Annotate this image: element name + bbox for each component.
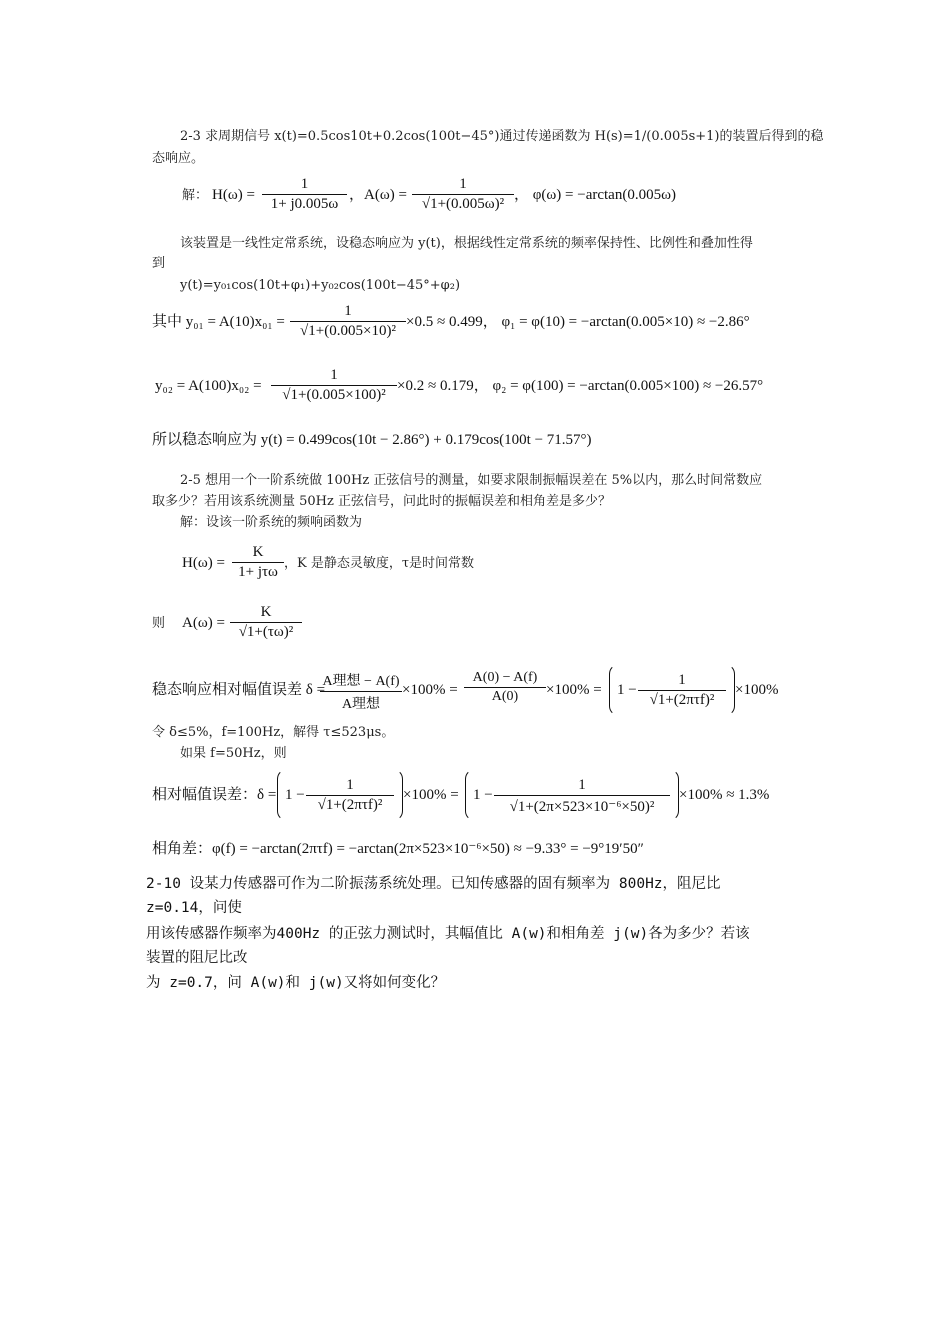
relative-error-fraction-1-denominator: √1+(2πτf)² (317, 797, 383, 813)
then-label: 则 (152, 616, 166, 631)
y01-rhs: ×0.5 ≈ 0.499， φ₁ = φ(10) = −arctan(0.005×10) ≈ −2.86° (406, 314, 750, 330)
if-50hz-text: 如果 f=50Hz，则 (180, 746, 287, 761)
problem-2-10-line3: 用该传感器作频率为400Hz 的正弦力测试时，其幅值比 A(w)和相角差 j(w)各为多少？若该 (146, 926, 750, 942)
a-omega-k-fraction (230, 604, 302, 641)
relative-error-fraction-2-numerator: 1 (494, 777, 670, 796)
h-omega-k-fraction (232, 544, 284, 581)
separator: ， (349, 187, 365, 203)
a-omega-numerator: 1 (412, 176, 514, 195)
amplitude-error-fraction-1-numerator: A理想 − A(f) (320, 670, 402, 692)
a-omega-denominator: √1+(0.005ω)² (421, 196, 505, 212)
relative-error-fraction-1 (306, 777, 394, 814)
a-omega-k-denominator: √1+(τω)² (238, 624, 294, 640)
y01-denominator: √1+(0.005×10)² (300, 323, 396, 339)
amplitude-error-fraction-1 (320, 670, 402, 713)
relative-error-fraction-1-numerator: 1 (306, 777, 394, 796)
y02-numerator: 1 (271, 367, 397, 386)
h-omega-k-numerator: K (232, 544, 284, 563)
amplitude-error-fraction-1-denominator: A理想 (341, 697, 381, 712)
relative-error-fraction-2 (494, 777, 670, 816)
phi-omega-formula: ， φ(ω) = −arctan(0.005ω) (514, 187, 676, 203)
y02-rhs: ×0.2 ≈ 0.179， φ₂ = φ(100) = −arctan(0.005×100) ≈ −26.57° (397, 378, 764, 394)
steady-state-result: 所以稳态响应为 y(t) = 0.499cos(10t − 2.86°) + 0.179cos(100t − 71.57°) (152, 432, 592, 448)
problem-2-3-statement-line2: 态响应。 (152, 151, 205, 166)
relative-error-one-minus: 1 − (285, 787, 305, 803)
problem-2-10-line1: 2-10 设某力传感器可作为二阶振荡系统处理。已知传感器的固有频率为 800Hz，阻尼比 (146, 876, 721, 892)
amplitude-error-lhs: 稳态响应相对幅值误差 δ = (152, 682, 326, 698)
problem-2-10-line2: z=0.14，问使 (146, 900, 242, 916)
relative-error-lhs: 相对幅值误差：δ = (152, 787, 277, 803)
y02-fraction (271, 367, 397, 404)
h-omega-k-note: ，K 是静态灵敏度，τ是时间常数 (284, 556, 475, 571)
problem-2-5-solution-intro: 解：设该一阶系统的频响函数为 (180, 515, 363, 530)
amplitude-error-fraction-3 (638, 672, 726, 709)
a-omega-lhs: A(ω) = (364, 187, 407, 203)
a-omega-fraction (412, 176, 514, 213)
amplitude-error-end: ×100% (735, 682, 779, 698)
relative-error-fraction-2-denominator: √1+(2π×523×10⁻⁶×50)² (509, 799, 655, 815)
h-omega-denominator: 1+ j0.005ω (270, 196, 339, 212)
relative-error-one-minus-2: 1 − (473, 787, 493, 803)
problem-2-10-line4: 装置的阻尼比改 (146, 950, 248, 966)
problem-2-5-statement-line2: 取多少？若用该系统测量 50Hz 正弦信号，问此时的振幅误差和相角差是多少？ (152, 494, 611, 509)
amplitude-error-fraction-3-denominator: √1+(2πτf)² (649, 692, 715, 708)
linear-system-text-line2: 到 (152, 256, 166, 271)
linear-system-text-line1: 该装置是一线性定常系统，设稳态响应为 y(t)，根据线性定常系统的频率保持性、比例性和叠加性得 (180, 236, 753, 251)
y02-lhs: y₀₂ = A(100)x₀₂ = (155, 378, 262, 394)
a-omega-k-lhs: A(ω) = (182, 615, 225, 631)
problem-2-5-statement-line1: 2-5 想用一个一阶系统做 100Hz 正弦信号的测量，如要求限制振幅误差在 5%以内，那么时间常数应 (180, 473, 763, 488)
y01-numerator: 1 (290, 303, 406, 322)
h-omega-k-denominator: 1+ jτω (238, 564, 278, 580)
relative-error-mid: ×100% = (403, 787, 459, 803)
solution-label: 解： (182, 188, 209, 203)
h-omega-fraction (262, 176, 347, 213)
amplitude-error-fraction-3-numerator: 1 (638, 672, 726, 691)
amplitude-error-fraction-2 (464, 670, 546, 705)
y01-lhs: 其中 y₀₁ = A(10)x₀₁ = (152, 314, 285, 330)
a-omega-k-numerator: K (230, 604, 302, 623)
h-omega-numerator: 1 (262, 176, 347, 195)
amplitude-error-fraction-2-denominator: A(0) (491, 689, 519, 704)
problem-2-10-line5: 为 z=0.7，问 A(w)和 j(w)又将如何变化？ (146, 975, 446, 991)
y02-denominator: √1+(0.005×100)² (282, 387, 386, 403)
amplitude-error-mid: ×100% = (402, 682, 458, 698)
yt-formula: y(t)=y₀₁cos(10t+φ₁)+y₀₂cos(100t−45°+φ₂) (180, 278, 461, 293)
h-omega-k-lhs: H(ω) = (182, 555, 225, 571)
phase-difference-formula: 相角差：φ(f) = −arctan(2πτf) = −arctan(2π×523×10⁻⁶×50) ≈ −9.33° = −9°19′50″ (152, 841, 644, 857)
amplitude-error-fraction-2-numerator: A(0) − A(f) (464, 670, 546, 688)
h-omega-lhs: H(ω) = (212, 187, 255, 203)
amplitude-error-mid2: ×100% = (546, 682, 602, 698)
amplitude-error-one-minus: 1 − (617, 682, 637, 698)
relative-error-end: ×100% ≈ 1.3% (679, 787, 770, 803)
time-constant-condition: 令 δ≤5%，f=100Hz，解得 τ≤523μs。 (152, 725, 395, 740)
problem-2-3-statement-line1: 2-3 求周期信号 x(t)=0.5cos10t+0.2cos(100t−45°)通过传递函数为 H(s)=1/(0.005s+1)的装置后得到的稳 (180, 129, 824, 144)
y01-fraction (290, 303, 406, 340)
